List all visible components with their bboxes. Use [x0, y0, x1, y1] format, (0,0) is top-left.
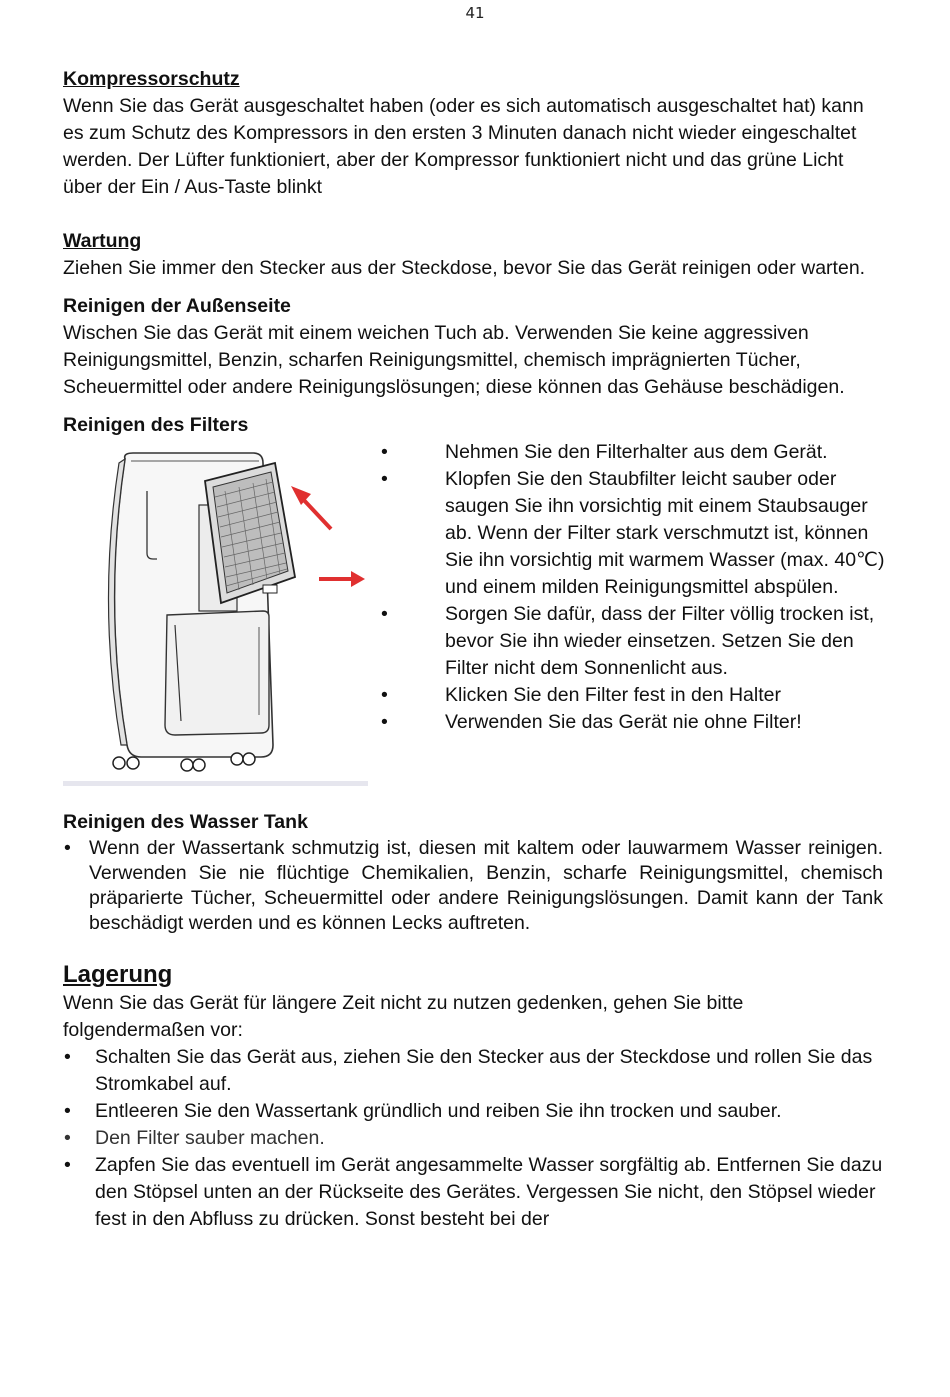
list-item: • Verwenden Sie das Gerät nie ohne Filter! — [381, 709, 891, 736]
list-item: • Sorgen Sie dafür, dass der Filter völlig trocken ist, bevor Sie ihn wieder einsetzen. Setzen Sie den Filter nicht dem Sonnenlicht aus. — [381, 601, 891, 682]
list-item: • Den Filter sauber machen. — [63, 1125, 883, 1152]
filter-steps-list — [381, 439, 891, 736]
heading-kompressorschutz: Kompressorschutz — [63, 68, 240, 90]
list-item: • Entleeren Sie den Wassertank gründlich und reiben Sie ihn trocken und sauber. — [63, 1098, 883, 1125]
aussenseite-text: Wischen Sie das Gerät mit einem weichen Tuch ab. Verwenden Sie keine aggressiven Reinigungsmittel, Benzin, scharfen Reinigungsmittel, chemisch imprägnierten Tücher, Scheuermittel oder andere Reinigungslösungen; diese können das Gehäuse beschädigen. — [63, 322, 845, 398]
list-item: • Nehmen Sie den Filterhalter aus dem Gerät. — [381, 439, 891, 466]
filter-section — [63, 439, 883, 809]
dehumidifier-illustration — [63, 445, 368, 790]
heading-tank: Reinigen des Wasser Tank — [63, 811, 308, 833]
list-item: • Schalten Sie das Gerät aus, ziehen Sie den Stecker aus der Steckdose und rollen Sie das Stromkabel auf. — [63, 1044, 883, 1098]
wartung-text: Ziehen Sie immer den Stecker aus der Steckdose, bevor Sie das Gerät reinigen oder warten. — [63, 257, 866, 279]
heading-lagerung: Lagerung — [63, 961, 173, 988]
list-item: • Zapfen Sie das eventuell im Gerät angesammelte Wasser sorgfältig ab. Entfernen Sie dazu den Stöpsel unten an der Rückseite des Gerätes. Vergessen Sie nicht, den Stöpsel wieder fest in den Abfluss zu drücken. Sonst besteht bei der — [63, 1152, 883, 1233]
heading-filter: Reinigen des Filters — [63, 414, 249, 436]
lagerung-intro: Wenn Sie das Gerät für längere Zeit nicht zu nutzen gedenken, gehen Sie bitte folgendermaßen vor: — [63, 992, 744, 1041]
arrow-up-icon — [291, 486, 331, 529]
list-item: • Klopfen Sie den Staubfilter leicht sauber oder saugen Sie ihn vorsichtig mit einem Staubsauger ab. Wenn der Filter stark verschmutzt ist, können Sie ihn vorsichtig mit warmem Wasser (max. 40℃) und einem milden Reinigungsmittel abspülen. — [381, 466, 891, 601]
list-item: • Wenn der Wassertank schmutzig ist, diesen mit kaltem oder lauwarmem Wasser reinigen. Verwenden Sie nie flüchtige Chemikalien, Benzin, scharfe Reinigungsmittel, chemisch präparierte Tücher, Scheuermittel oder andere Reinigungslösungen. Damit kann der Tank beschädigt werden und es können Lecks auftreten. — [63, 836, 883, 936]
page-number: 41 — [465, 4, 485, 22]
document-body — [63, 66, 883, 1233]
tank-list — [63, 836, 883, 936]
list-item: • Klicken Sie den Filter fest in den Halter — [381, 682, 891, 709]
filter-panel — [205, 463, 295, 603]
lagerung-list — [63, 1044, 883, 1233]
kompressorschutz-text: Wenn Sie das Gerät ausgeschaltet haben (oder es sich automatisch ausgeschaltet hat) kann es zum Schutz des Kompressors in den ersten 3 Minuten danach nicht wieder eingeschaltet werden. Der Lüfter funktioniert, aber der Kompressor funktioniert nicht und das grüne Licht über der Ein / Aus-Taste blinkt — [63, 95, 864, 198]
arrow-right-icon — [319, 571, 365, 587]
heading-wartung: Wartung — [63, 230, 142, 252]
heading-aussenseite: Reinigen der Außenseite — [63, 295, 291, 317]
